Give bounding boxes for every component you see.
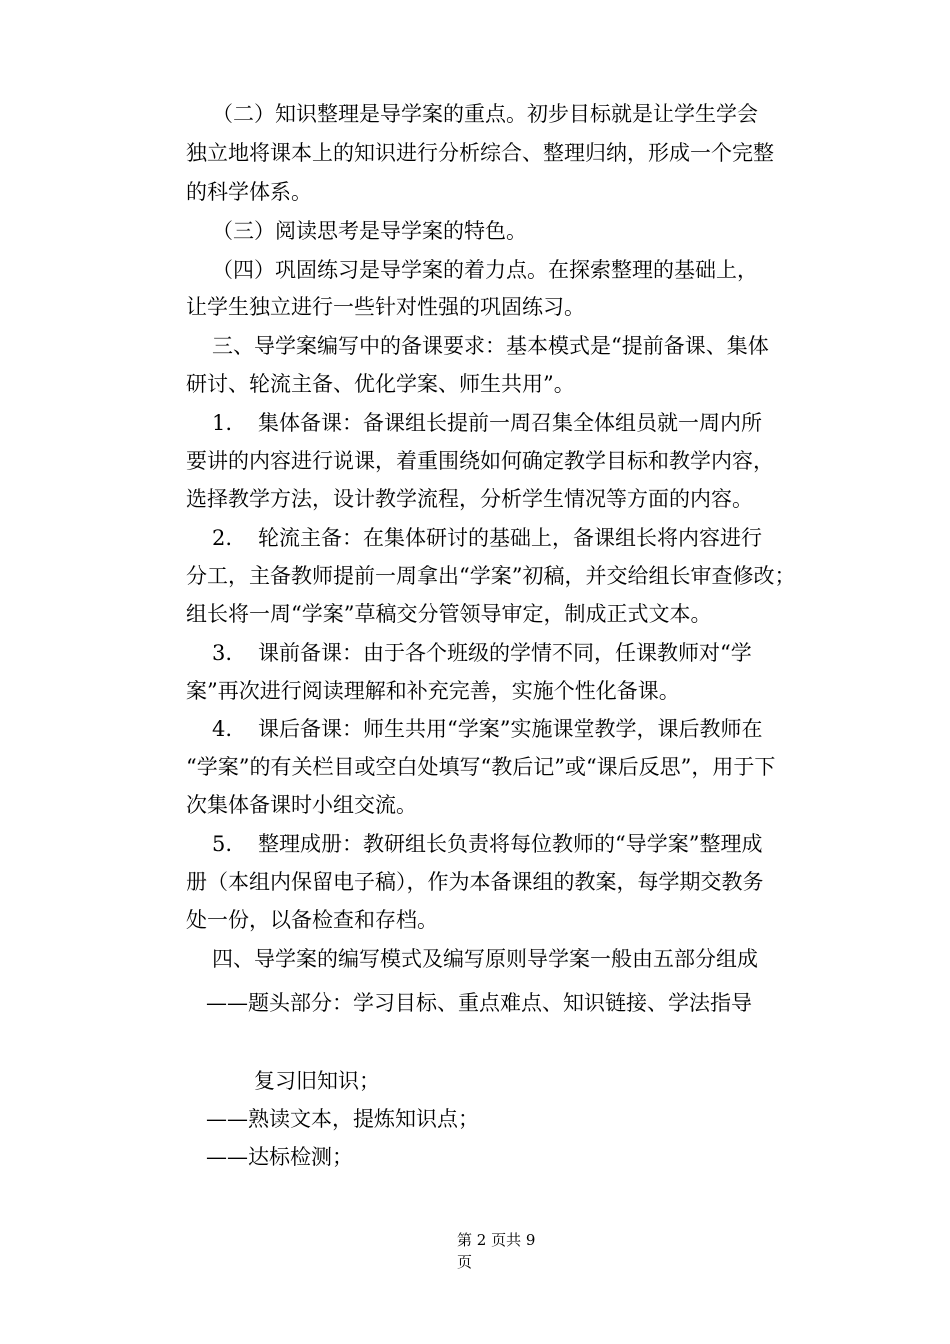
paragraph-line: 要讲的内容进行说课，着重围绕如何确定教学目标和教学内容， bbox=[186, 449, 774, 473]
paragraph-line: “学案”的有关栏目或空白处填写“教后记”或“课后反思”，用于下 bbox=[186, 755, 776, 779]
paragraph-line: 选择教学方法，设计教学流程，分析学生情况等方面的内容。 bbox=[186, 487, 753, 511]
page-number-continued: 页 bbox=[457, 1253, 473, 1271]
list-number: 3. bbox=[212, 641, 233, 665]
paragraph-line: 研讨、轮流主备、优化学案、师生共用”。 bbox=[186, 372, 575, 396]
list-item bbox=[212, 640, 752, 666]
list-item-text: 集体备课：备课组长提前一周召集全体组员就一周内所 bbox=[258, 411, 762, 435]
paragraph-line: 册（本组内保留电子稿），作为本备课组的教案，每学期交教务 bbox=[186, 870, 764, 894]
list-item-text: 轮流主备：在集体研讨的基础上，备课组长将内容进行 bbox=[258, 526, 762, 550]
paragraph-line: 独立地将课本上的知识进行分析综合、整理归纳，形成一个完整 bbox=[186, 141, 774, 165]
paragraph-line: ——熟读文本，提炼知识点； bbox=[206, 1107, 479, 1131]
list-item bbox=[212, 525, 762, 551]
list-number: 1. bbox=[212, 411, 233, 435]
list-item-text: 整理成册：教研组长负责将每位教师的“导学案”整理成 bbox=[258, 832, 763, 856]
list-number: 2. bbox=[212, 526, 233, 550]
paragraph-line: 让学生独立进行一些针对性强的巩固练习。 bbox=[186, 295, 585, 319]
paragraph-line: ——达标检测； bbox=[206, 1145, 353, 1169]
list-item bbox=[212, 716, 762, 742]
paragraph-line: 的科学体系。 bbox=[186, 180, 312, 204]
paragraph-line: 复习旧知识； bbox=[254, 1069, 380, 1093]
page-number: 第 2 页共 9 bbox=[457, 1231, 536, 1249]
paragraph-line: 案”再次进行阅读理解和补充完善，实施个性化备课。 bbox=[186, 679, 680, 703]
paragraph-line: ——题头部分：学习目标、重点难点、知识链接、学法指导 bbox=[206, 991, 752, 1015]
list-item-text: 课后备课：师生共用“学案”实施课堂教学，课后教师在 bbox=[258, 717, 763, 741]
section-heading: 四、导学案的编写模式及编写原则导学案一般由五部分组成 bbox=[212, 947, 758, 971]
paragraph-line: （三）阅读思考是导学案的特色。 bbox=[212, 219, 527, 243]
paragraph-line: 处一份，以备检查和存档。 bbox=[186, 908, 438, 932]
paragraph-line: 组长将一周“学案”草稿交分管领导审定，制成正式文本。 bbox=[186, 602, 712, 626]
paragraph-line: 次集体备课时小组交流。 bbox=[186, 793, 417, 817]
list-item-text: 课前备课：由于各个班级的学情不同，任课教师对“学 bbox=[258, 641, 752, 665]
paragraph-line: （四）巩固练习是导学案的着力点。在探索整理的基础上， bbox=[212, 258, 758, 282]
list-number: 4. bbox=[212, 717, 233, 741]
paragraph-line: （二）知识整理是导学案的重点。初步目标就是让学生学会 bbox=[212, 102, 758, 126]
paragraph-line: 分工，主备教师提前一周拿出“学案”初稿，并交给组长审查修改； bbox=[186, 564, 796, 588]
section-heading: 三、导学案编写中的备课要求：基本模式是“提前备课、集体 bbox=[212, 334, 769, 358]
list-number: 5. bbox=[212, 832, 233, 856]
list-item bbox=[212, 831, 762, 857]
list-item bbox=[212, 410, 762, 436]
